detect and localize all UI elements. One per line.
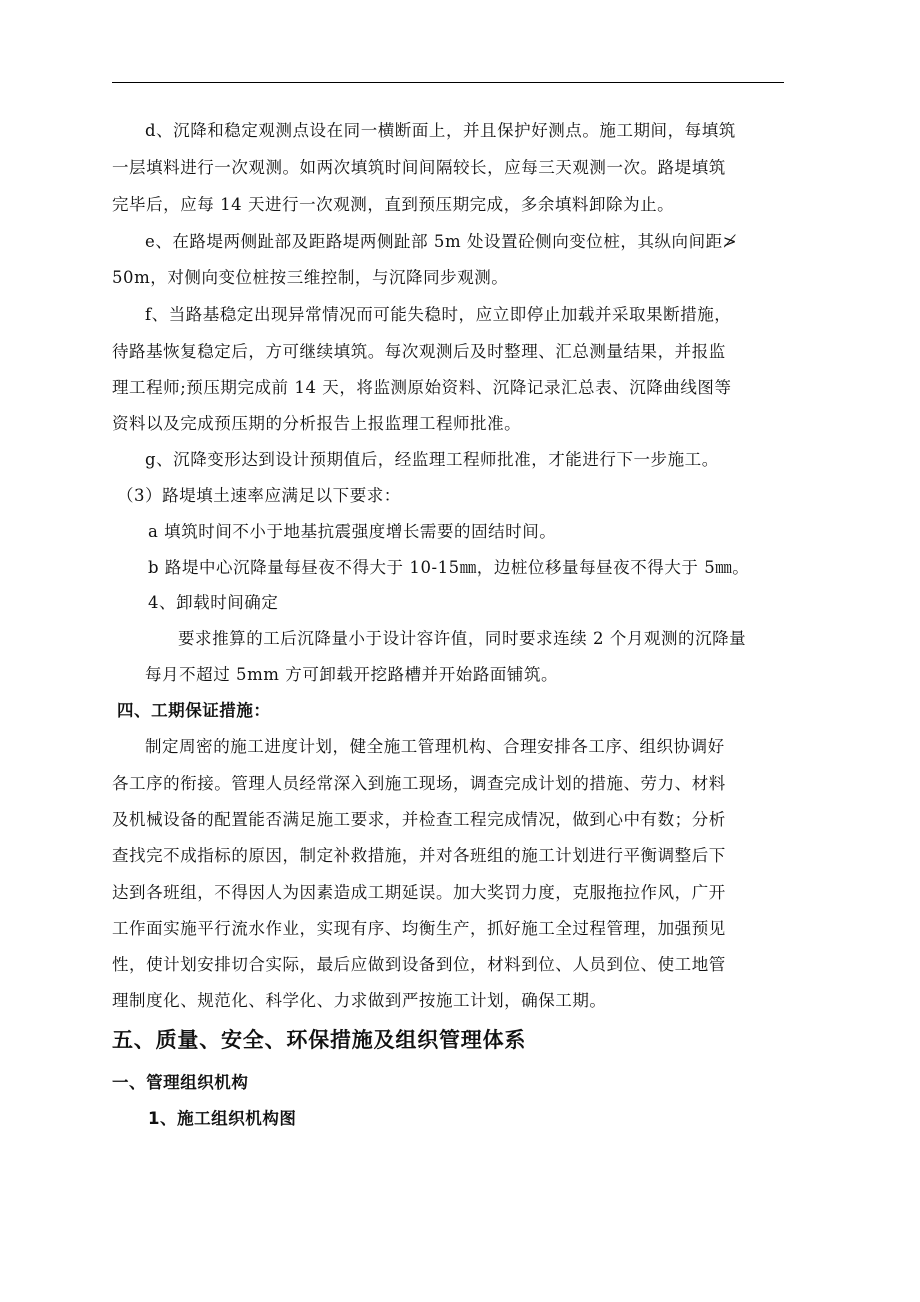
text-line: 达到各班组，不得因人为因素造成工期延误。加大奖罚力度，克服拖拉作风，广开 <box>112 883 726 902</box>
text-line: 4、卸载时间确定 <box>148 593 279 612</box>
text-line: d、沉降和稳定观测点设在同一横断面上，并且保护好测点。施工期间，每填筑 <box>145 121 736 140</box>
text-line: 每月不超过 5mm 方可卸载开挖路槽并开始路面铺筑。 <box>145 665 559 684</box>
section-heading-management: 一、管理组织机构 <box>112 1073 249 1092</box>
text-line: 一层填料进行一次观测。如两次填筑时间间隔较长，应每三天观测一次。路堤填筑 <box>112 158 726 177</box>
section-heading-schedule: 四、工期保证措施： <box>117 701 271 720</box>
text-line: 要求推算的工后沉降量小于设计容许值，同时要求连续 2 个月观测的沉降量 <box>178 629 747 648</box>
header-rule <box>112 82 784 83</box>
chapter-heading-quality-safety: 五、质量、安全、环保措施及组织管理体系 <box>112 1028 527 1052</box>
text-line: 工作面实施平行流水作业，实现有序、均衡生产，抓好施工全过程管理，加强预见 <box>112 919 726 938</box>
text-line: 待路基恢复稳定后，方可继续填筑。每次观测后及时整理、汇总测量结果，并报监 <box>112 342 726 361</box>
text-line: e、在路堤两侧趾部及距路堤两侧趾部 5m 处设置砼侧向变位桩，其纵向间距≯ <box>145 232 738 251</box>
text-line: 50m，对侧向变位桩按三维控制，与沉降同步观测。 <box>112 268 509 287</box>
text-line: （3）路堤填土速率应满足以下要求： <box>117 486 401 505</box>
text-line: 完毕后，应每 14 天进行一次观测，直到预压期完成，多余填料卸除为止。 <box>112 195 675 214</box>
text-line: 各工序的衔接。管理人员经常深入到施工现场，调查完成计划的措施、劳力、材料 <box>112 774 726 793</box>
text-line: 查找完不成指标的原因，制定补救措施，并对各班组的施工计划进行平衡调整后下 <box>112 846 726 865</box>
text-line: b 路堤中心沉降量每昼夜不得大于 10-15㎜，边桩位移量每昼夜不得大于 5㎜。 <box>148 558 750 577</box>
text-line: 资料以及完成预压期的分析报告上报监理工程师批准。 <box>112 414 522 433</box>
text-line: 理工程师;预压期完成前 14 天，将监测原始资料、沉降记录汇总表、沉降曲线图等 <box>112 378 732 397</box>
subsection-heading-org-chart: 1、施工组织机构图 <box>148 1109 297 1128</box>
text-line: 及机械设备的配置能否满足施工要求，并检查工程完成情况，做到心中有数；分析 <box>112 810 726 829</box>
text-line: f、当路基稳定出现异常情况而可能失稳时，应立即停止加载并采取果断措施， <box>145 305 732 324</box>
text-line: g、沉降变形达到设计预期值后，经监理工程师批准，才能进行下一步施工。 <box>145 450 719 469</box>
text-line: a 填筑时间不小于地基抗震强度增长需要的固结时间。 <box>148 522 557 541</box>
text-line: 制定周密的施工进度计划，健全施工管理机构、合理安排各工序、组织协调好 <box>145 737 725 756</box>
text-line: 理制度化、规范化、科学化、力求做到严按施工计划，确保工期。 <box>112 991 607 1010</box>
text-line: 性，使计划安排切合实际，最后应做到设备到位，材料到位、人员到位、使工地管 <box>112 955 726 974</box>
